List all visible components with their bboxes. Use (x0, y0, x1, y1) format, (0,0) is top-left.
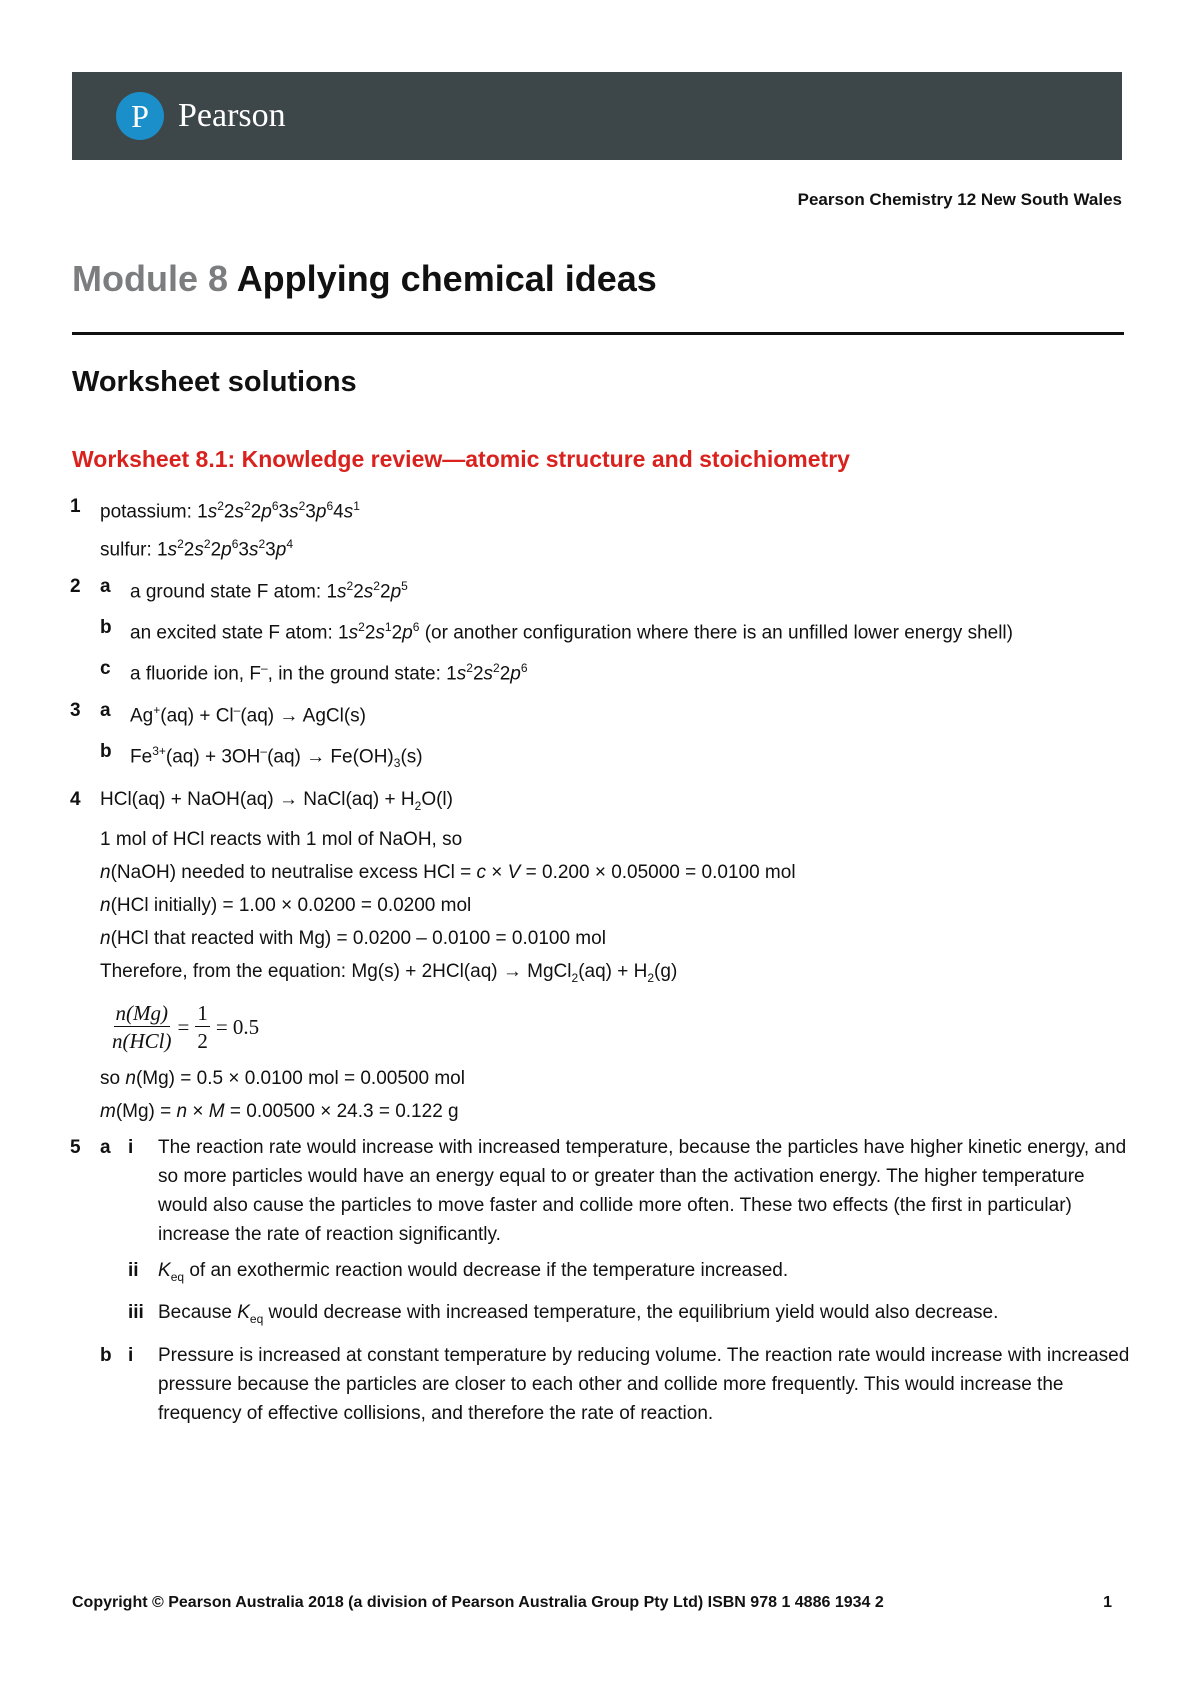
part-label: b (100, 1345, 112, 1367)
pearson-brand: Pearson (178, 97, 286, 134)
page-footer (72, 1594, 1112, 1612)
part-label: a (100, 1136, 111, 1158)
answer-4-line: n(HCl initially) = 1.00 × 0.0200 = 0.0200 mol (100, 894, 472, 916)
subpart-label: iii (128, 1302, 144, 1324)
answer-number: 3 (70, 699, 81, 721)
answers-content (70, 492, 1130, 1435)
answer-4-line: m(Mg) = n × M = 0.00500 × 24.3 = 0.122 g (100, 1100, 459, 1122)
answer-3b: b $Fe^{3+}(aq) + 3OH^-(aq) \to Fe(OH)_3(s)$ (70, 737, 1130, 778)
answer-4: 4 HCl(aq) + NaOH(aq) → NaCl(aq) + $H_2O(l)$ (70, 785, 1130, 821)
part-label: a (100, 575, 111, 597)
sulfur-config: sulfur: $1s^22s^22p^63s^23p^4$ (100, 537, 294, 561)
copyright-text: Copyright © Pearson Australia 2018 (a division of Pearson Australia Group Pty Ltd) ISBN 978 1 4886 1934 2 (72, 1594, 884, 1611)
pearson-banner (72, 72, 1122, 160)
part-label: b (100, 616, 112, 638)
page-number: 1 (1103, 1594, 1112, 1611)
answer-4-line: n(HCl that reacted with Mg) = 0.0200 – 0.0100 = 0.0100 mol (100, 927, 606, 949)
heading-divider (72, 332, 1124, 335)
fraction: $\frac{n(Mg)}{\text{n(HCl)}}$ (112, 1000, 172, 1053)
mole-ratio-equation: $\frac{n(Mg)}{\text{n(HCl)}}$ = $\frac{1}{2}$ = 0.5 (112, 1000, 260, 1053)
answer-number: 5 (70, 1136, 81, 1158)
book-title: Pearson Chemistry 12 New South Wales (797, 190, 1122, 209)
part-label: a (100, 699, 111, 721)
section-title: Worksheet solutions (72, 366, 357, 398)
part-label: b (100, 740, 112, 762)
module-number: Module 8 (72, 258, 229, 299)
subpart-label: ii (128, 1259, 139, 1281)
fraction: $\frac{1}{2}$ (197, 1000, 208, 1053)
answer-4-line: n(NaOH) needed to neutralise excess HCl = c × V = 0.200 × 0.05000 = 0.0100 mol (100, 861, 796, 883)
module-title: Applying chemical ideas (236, 258, 657, 299)
answer-4-line: 1 mol of HCl reacts with 1 mol of NaOH, so (100, 828, 463, 850)
module-heading (72, 258, 657, 300)
answer-2a: 2 a a ground state F atom: $1s^22s^22p^5$ (70, 572, 1130, 606)
answer-5aiii: iii Because $K_{eq}$ would decrease with increased temperature, the equilibrium yield would also decrease. (70, 1298, 1130, 1334)
answer-3a: 3 a Ag+(aq) + Cl–(aq) → AgCl(s) (70, 696, 1130, 730)
subpart-label: i (128, 1136, 134, 1158)
subpart-label: i (128, 1345, 134, 1367)
part-label: c (100, 658, 111, 680)
answer-2b: b an excited state F atom: $1s^22s^12p^6$ (or another configuration where there is an unfilled lower energy shell) (70, 613, 1130, 647)
answer-number: 4 (70, 789, 81, 811)
answer-2c: c a fluoride ion, F–, in the ground state: $1s^22s^22p^6$ (70, 654, 1130, 688)
answer-number: 2 (70, 575, 81, 597)
answer-1 (70, 492, 1130, 526)
answer-5bi: b i Pressure is increased at constant temperature by reducing volume. The reaction rate would increase with increased pressure because the particles are closer to each other and collide more frequently. This would increase the frequency of effective collisions, and therefore the rate of reaction. (70, 1341, 1130, 1428)
answer-4-line: so n(Mg) = 0.5 × 0.0100 mol = 0.00500 mol (100, 1067, 465, 1089)
answer-5aii: ii $K_{eq}$ of an exothermic reaction would decrease if the temperature increased. (70, 1256, 1130, 1292)
potassium-config: potassium: $1s^22s^22p^63s^23p^64s^1$ (100, 499, 360, 523)
answer-5ai: 5 a i The reaction rate would increase with increased temperature, because the particles have higher kinetic energy, and so more particles would have an energy equal to or greater than the activation energy. The higher temperature would also cause the particles to move faster and collide more often. These two effects (the first in particular) increase the rate of reaction significantly. (70, 1133, 1130, 1249)
answer-number: 1 (70, 496, 81, 517)
worksheet-title: Worksheet 8.1: Knowledge review—atomic structure and stoichiometry (72, 446, 850, 472)
answer-4-line: Therefore, from the equation: Mg(s) + 2HCl(aq) → MgCl$_2$(aq) + $H_2(g)$ (100, 960, 678, 985)
pearson-logo-icon: P (116, 92, 164, 140)
